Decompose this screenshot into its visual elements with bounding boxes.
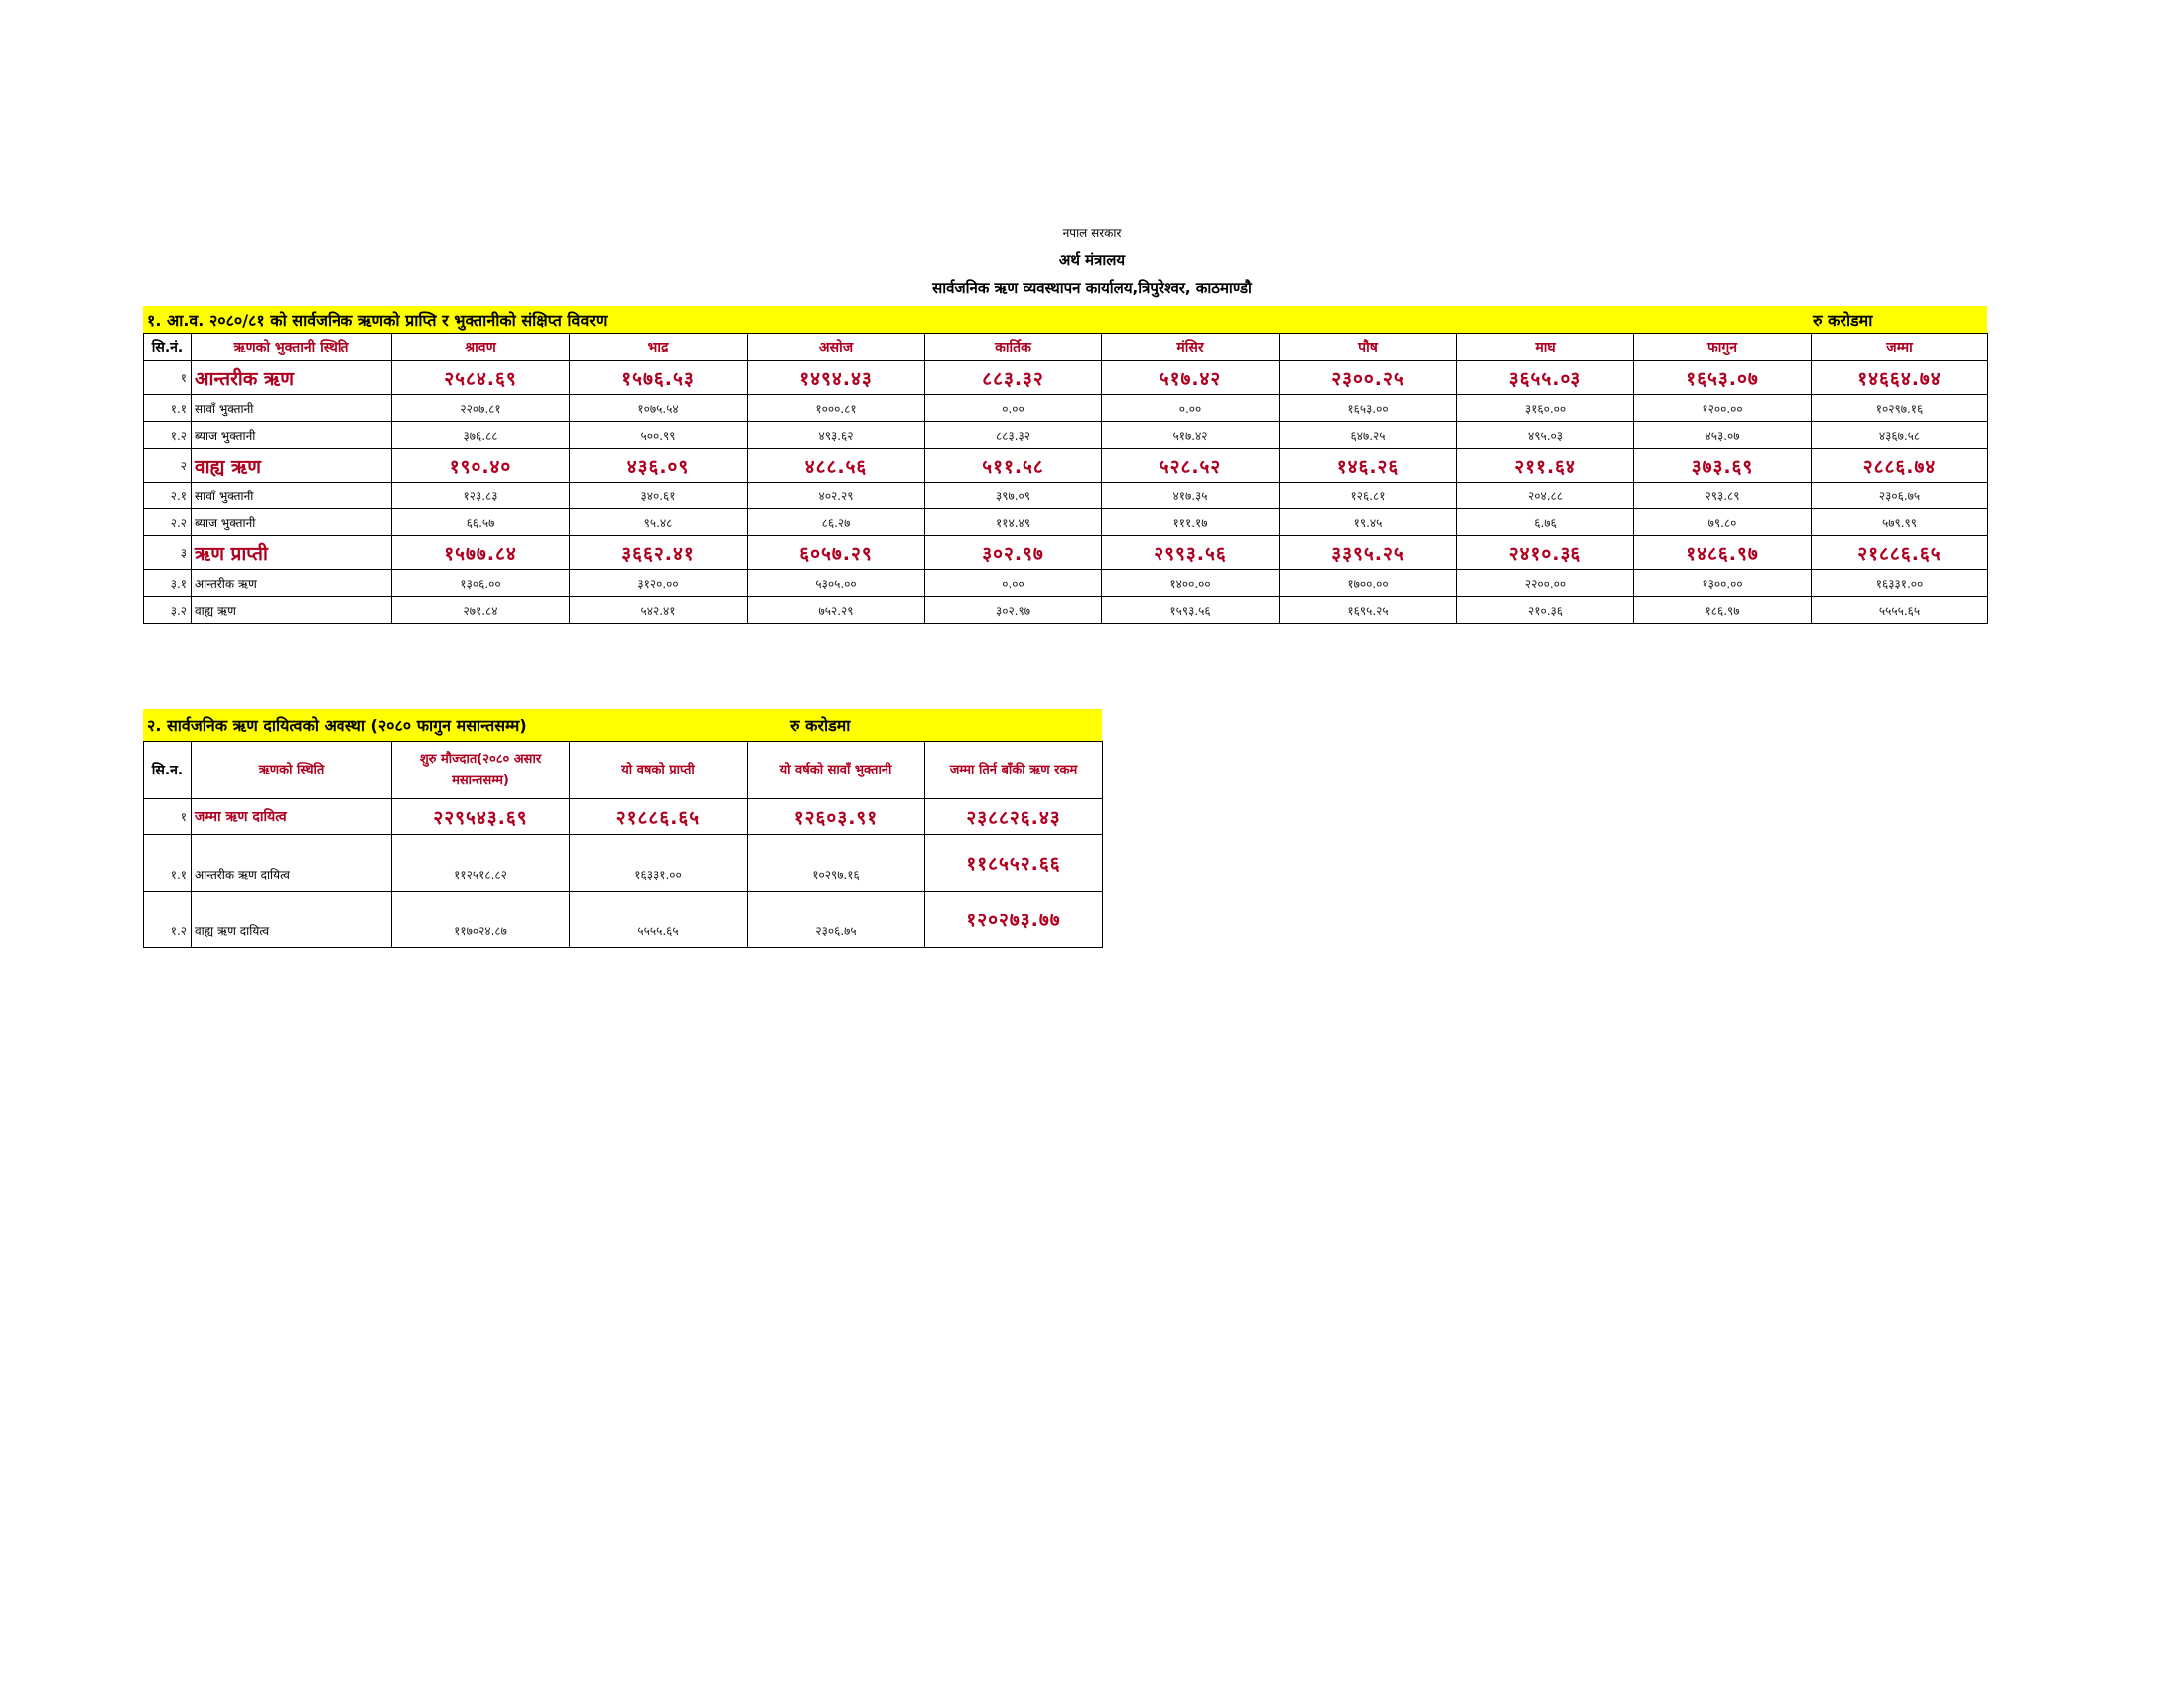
row-sn: २.२ <box>144 509 192 536</box>
cell-value: ३७३.६९ <box>1634 449 1812 483</box>
section1-unit: रु करोडमा <box>1813 310 1873 330</box>
cell-value: १११.१७ <box>1102 509 1280 536</box>
row-label: ब्याज भुक्तानी <box>192 422 392 449</box>
row-sn: १.२ <box>144 892 192 948</box>
section1-banner <box>143 306 1987 333</box>
cell-value: १०७५.५४ <box>570 395 748 422</box>
table-row <box>144 835 1103 892</box>
cell-value: २२००.०० <box>1457 570 1634 597</box>
cell-value: ३९७.०९ <box>925 483 1102 509</box>
col-header-month: भाद्र <box>570 334 748 361</box>
cell-value: १३००.०० <box>1634 570 1812 597</box>
cell-value: ७५२.२९ <box>748 597 925 624</box>
cell-value: २५८४.६९ <box>392 361 570 395</box>
table-row <box>144 570 1988 597</box>
table-row <box>144 597 1988 624</box>
cell-value: २३०६.७५ <box>1812 483 1988 509</box>
cell-value: ४०२.२९ <box>748 483 925 509</box>
col-header-month: पौष <box>1280 334 1457 361</box>
row-label: आन्तरीक ऋण <box>192 570 392 597</box>
cell-value: ०.०० <box>1102 395 1280 422</box>
cell-value: ११२५१८.८२ <box>392 835 570 892</box>
ministry-name: अर्थ मंत्रालय <box>1058 251 1126 269</box>
cell-value: ३१६०.०० <box>1457 395 1634 422</box>
table-row <box>144 799 1103 835</box>
cell-value: १४६६४.७४ <box>1812 361 1988 395</box>
cell-value: २१०.३६ <box>1457 597 1634 624</box>
row-sn: १.१ <box>144 395 192 422</box>
table-row <box>144 483 1988 509</box>
cell-value: १९.४५ <box>1280 509 1457 536</box>
cell-value: ५४२.४१ <box>570 597 748 624</box>
section2-banner <box>143 709 1102 741</box>
cell-value: १५७७.८४ <box>392 536 570 570</box>
cell-value: २२०७.८१ <box>392 395 570 422</box>
row-label: आन्तरीक ऋण दायित्व <box>192 835 392 892</box>
col-header-receipt: यो वषको प्राप्ती <box>570 742 748 799</box>
col-header-month: माघ <box>1457 334 1634 361</box>
cell-value: १४६.२६ <box>1280 449 1457 483</box>
cell-value: १४००.०० <box>1102 570 1280 597</box>
cell-value: ३७६.८८ <box>392 422 570 449</box>
cell-value: ३६६२.४१ <box>570 536 748 570</box>
cell-value: २३००.२५ <box>1280 361 1457 395</box>
table-row <box>144 536 1988 570</box>
cell-value: २१८८६.६५ <box>570 799 748 835</box>
cell-value: १९०.४० <box>392 449 570 483</box>
row-sn: ३.१ <box>144 570 192 597</box>
row-sn: २ <box>144 449 192 483</box>
section2-title: २. सार्वजनिक ऋण दायित्वको अवस्था (२०८० फागुन मसान्तसम्म) <box>147 716 527 735</box>
row-label: वाह्य ऋण <box>192 597 392 624</box>
cell-value: ५७९.९९ <box>1812 509 1988 536</box>
row-label: ब्याज भुक्तानी <box>192 509 392 536</box>
cell-value: १४९४.४३ <box>748 361 925 395</box>
row-sn: १.१ <box>144 835 192 892</box>
cell-value: १२६.८१ <box>1280 483 1457 509</box>
row-sn: १ <box>144 361 192 395</box>
government-name: नपाल सरकार <box>1062 226 1122 240</box>
cell-value: ४८८.५६ <box>748 449 925 483</box>
row-sn: २.१ <box>144 483 192 509</box>
office-name: सार्वजनिक ऋण व्यवस्थापन कार्यालय,त्रिपुरेश्वर, काठमाण्डौ <box>932 279 1252 297</box>
cell-value: ३०२.९७ <box>925 536 1102 570</box>
cell-value: ३१२०.०० <box>570 570 748 597</box>
cell-value: ९५.४८ <box>570 509 748 536</box>
row-label: वाह्य ऋण <box>192 449 392 483</box>
cell-value: ११४.४९ <box>925 509 1102 536</box>
cell-value: ११७०२४.८७ <box>392 892 570 948</box>
cell-value: ३३९५.२५ <box>1280 536 1457 570</box>
cell-value: ५३०५.०० <box>748 570 925 597</box>
col-header-month: श्रावण <box>392 334 570 361</box>
cell-value: १६९५.२५ <box>1280 597 1457 624</box>
cell-value: २९९३.५६ <box>1102 536 1280 570</box>
cell-value: १६३३१.०० <box>570 835 748 892</box>
col-header-total: जम्मा <box>1812 334 1988 361</box>
cell-value: २११.६४ <box>1457 449 1634 483</box>
cell-value: १२६०३.९१ <box>748 799 925 835</box>
row-label: सावाँ भुक्तानी <box>192 483 392 509</box>
table-row <box>144 509 1988 536</box>
col-header-month: असोज <box>748 334 925 361</box>
col-header-status: ऋणको स्थिति <box>192 742 392 799</box>
cell-value: ४१७.३५ <box>1102 483 1280 509</box>
table-row <box>144 395 1988 422</box>
row-label: वाह्य ऋण दायित्व <box>192 892 392 948</box>
cell-value: २७१.८४ <box>392 597 570 624</box>
row-sn: ३ <box>144 536 192 570</box>
cell-value: २१८८६.६५ <box>1812 536 1988 570</box>
cell-value: १६३३१.०० <box>1812 570 1988 597</box>
cell-value: ३०२.९७ <box>925 597 1102 624</box>
section1-header-row <box>144 334 1988 361</box>
cell-value: ८६.२७ <box>748 509 925 536</box>
cell-value: १४८६.९७ <box>1634 536 1812 570</box>
row-label: जम्मा ऋण दायित्व <box>192 799 392 835</box>
row-label: ऋण प्राप्ती <box>192 536 392 570</box>
section2-unit: रु करोडमा <box>790 716 851 735</box>
table-row <box>144 361 1988 395</box>
cell-value: ५५५५.६५ <box>1812 597 1988 624</box>
col-header-month: मंसिर <box>1102 334 1280 361</box>
section2-header-row <box>144 742 1103 799</box>
cell-value: १५७६.५३ <box>570 361 748 395</box>
cell-value: १६५३.०० <box>1280 395 1457 422</box>
cell-value: २०४.८८ <box>1457 483 1634 509</box>
row-label: आन्तरीक ऋण <box>192 361 392 395</box>
cell-value: ६६.५७ <box>392 509 570 536</box>
cell-value: ४३६७.५८ <box>1812 422 1988 449</box>
cell-value: १०००.८१ <box>748 395 925 422</box>
cell-value: १२०२७३.७७ <box>925 892 1103 948</box>
cell-value: ११८५५२.६६ <box>925 835 1103 892</box>
row-label: सावाँ भुक्तानी <box>192 395 392 422</box>
cell-value: ५११.५८ <box>925 449 1102 483</box>
cell-value: २८८६.७४ <box>1812 449 1988 483</box>
cell-value: ४९३.६२ <box>748 422 925 449</box>
cell-value: ५००.९९ <box>570 422 748 449</box>
col-header-sn: सि.न. <box>144 742 192 799</box>
cell-value: ४५३.०७ <box>1634 422 1812 449</box>
section1-title: १. आ.व. २०८०/८१ को सार्वजनिक ऋणको प्राप्ति र भुक्तानीको संक्षिप्त विवरण <box>147 310 608 330</box>
section2-table <box>143 741 1103 948</box>
cell-value: १३०६.०० <box>392 570 570 597</box>
cell-value: ३४०.६१ <box>570 483 748 509</box>
cell-value: १२३.८३ <box>392 483 570 509</box>
col-header-status: ऋणको भुक्तानी स्थिति <box>192 334 392 361</box>
cell-value: ५१७.४२ <box>1102 422 1280 449</box>
cell-value: ४३६.०९ <box>570 449 748 483</box>
table-row <box>144 892 1103 948</box>
cell-value: ४९५.०३ <box>1457 422 1634 449</box>
cell-value: २९३.८९ <box>1634 483 1812 509</box>
cell-value: २३८८२६.४३ <box>925 799 1103 835</box>
cell-value: ५१७.४२ <box>1102 361 1280 395</box>
section1-table <box>143 333 1988 624</box>
cell-value: ६०५७.२९ <box>748 536 925 570</box>
col-header-principal-payment: यो वर्षको सावाँ भुक्तानी <box>748 742 925 799</box>
cell-value: १७००.०० <box>1280 570 1457 597</box>
col-header-outstanding: जम्मा तिर्न बाँकी ऋण रकम <box>925 742 1103 799</box>
col-header-sn: सि.नं. <box>144 334 192 361</box>
row-sn: १.२ <box>144 422 192 449</box>
cell-value: १०२९७.१६ <box>748 835 925 892</box>
col-header-opening-balance: शुरु मौज्दात(२०८० असार मसान्तसम्म) <box>392 742 570 799</box>
cell-value: ०.०० <box>925 395 1102 422</box>
cell-value: ३६५५.०३ <box>1457 361 1634 395</box>
cell-value: १८६.९७ <box>1634 597 1812 624</box>
cell-value: ६४७.२५ <box>1280 422 1457 449</box>
cell-value: १५९३.५६ <box>1102 597 1280 624</box>
cell-value: ०.०० <box>925 570 1102 597</box>
cell-value: १६५३.०७ <box>1634 361 1812 395</box>
row-sn: ३.२ <box>144 597 192 624</box>
cell-value: ६.७६ <box>1457 509 1634 536</box>
table-row <box>144 422 1988 449</box>
cell-value: ८८३.३२ <box>925 361 1102 395</box>
col-header-month: फागुन <box>1634 334 1812 361</box>
cell-value: ५२८.५२ <box>1102 449 1280 483</box>
cell-value: २२९५४३.६९ <box>392 799 570 835</box>
cell-value: १२००.०० <box>1634 395 1812 422</box>
cell-value: २३०६.७५ <box>748 892 925 948</box>
table-row <box>144 449 1988 483</box>
cell-value: १०२९७.१६ <box>1812 395 1988 422</box>
cell-value: ७९.८० <box>1634 509 1812 536</box>
cell-value: ८८३.३२ <box>925 422 1102 449</box>
row-sn: १ <box>144 799 192 835</box>
cell-value: ५५५५.६५ <box>570 892 748 948</box>
cell-value: २४१०.३६ <box>1457 536 1634 570</box>
col-header-month: कार्तिक <box>925 334 1102 361</box>
